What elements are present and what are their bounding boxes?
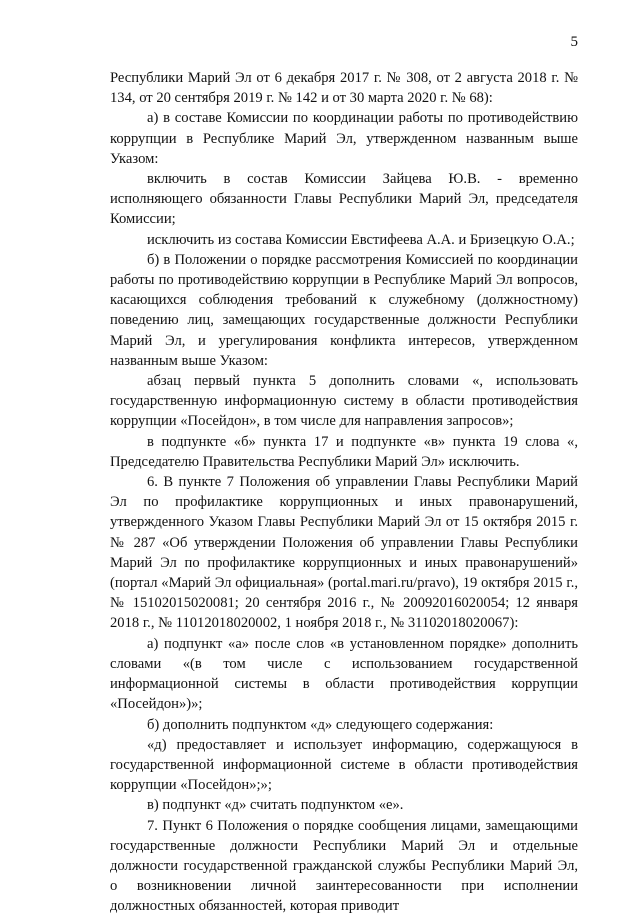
paragraph-section-6: 6. В пункте 7 Положения об управлении Главы Республики Марий Эл по профилактике коррупционных и иных правонарушений, утвержденного Указом Главы Республики Марий Эл от 15 октября 2015 г. № 287 «Об утверждении Положения об управлении Главы Республики Марий Эл по профилактике коррупционных и иных правонарушений» (портал «Марий Эл официальная» (portal.mari.ru/pravo), 19 октября 2015 г., № 15102015020081; 20 сентября 2016 г., № 20092016020054; 12 января 2018 г., № 11012018020002, 1 ноября 2018 г., № 31102018020067):: [110, 474, 578, 632]
paragraph-item-a-commission: а) в составе Комиссии по координации работы по противодействию коррупции в Республике Марий Эл, утвержденном названным выше Указом:: [110, 110, 578, 167]
paragraph-section-7: 7. Пункт 6 Положения о порядке сообщения лицами, замещающими государственные должности Республики Марий Эл и отдельные должности государственной гражданской службы Республики Марий Эл, о возникновении личной заинтересованности при исполнении должностных обязанностей, которая приводит: [110, 817, 578, 915]
page-number: 5: [570, 34, 578, 50]
paragraph-section-6-item-a: а) подпункт «а» после слов «в установленном порядке» дополнить словами «(в том числе с использованием государственной информационной системы в области противодействия коррупции «Посейдон»)»;: [110, 635, 578, 713]
document-body: [110, 68, 578, 917]
paragraph-section-6-item-b: б) дополнить подпунктом «д» следующего содержания:: [147, 716, 494, 733]
paragraph-item-b-regulation: б) в Положении о порядке рассмотрения Комиссией по координации работы по противодействию коррупции в Республике Марий Эл вопросов, касающихся соблюдения требований к служебному (должностному) поведению лиц, замещающих государственные должности Республики Марий Эл, и урегулирования конфликта интересов, утвержденном названным выше Указом:: [110, 251, 578, 369]
paragraph-point-5-amendment: абзац первый пункта 5 дополнить словами «, использовать государственную информационную систему в области противодействия коррупции «Посейдон», в том числе для направления запросов»;: [110, 373, 578, 430]
paragraph-exclude-members: исключить из состава Комиссии Евстифеева А.А. и Бризецкую О.А.;: [147, 231, 575, 248]
paragraph-section-6-item-v: в) подпункт «д» считать подпунктом «е».: [147, 797, 404, 814]
paragraph-include-member: включить в состав Комиссии Зайцева Ю.В. - временно исполняющего обязанности Главы Республики Марий Эл, председателя Комиссии;: [110, 171, 578, 228]
paragraph-new-subitem-d: «д) предоставляет и использует информацию, содержащуюся в государственной информационной системе в области противодействия коррупции «Посейдон»;»;: [110, 736, 578, 794]
paragraph-intro-continuation: Республики Марий Эл от 6 декабря 2017 г. № 308, от 2 августа 2018 г. № 134, от 20 сентября 2019 г. № 142 и от 30 марта 2020 г. № 68):: [110, 70, 578, 107]
paragraph-points-17-19-amendment: в подпункте «б» пункта 17 и подпункте «в» пункта 19 слова «, Председателю Правительства Республики Марий Эл» исключить.: [110, 433, 578, 470]
